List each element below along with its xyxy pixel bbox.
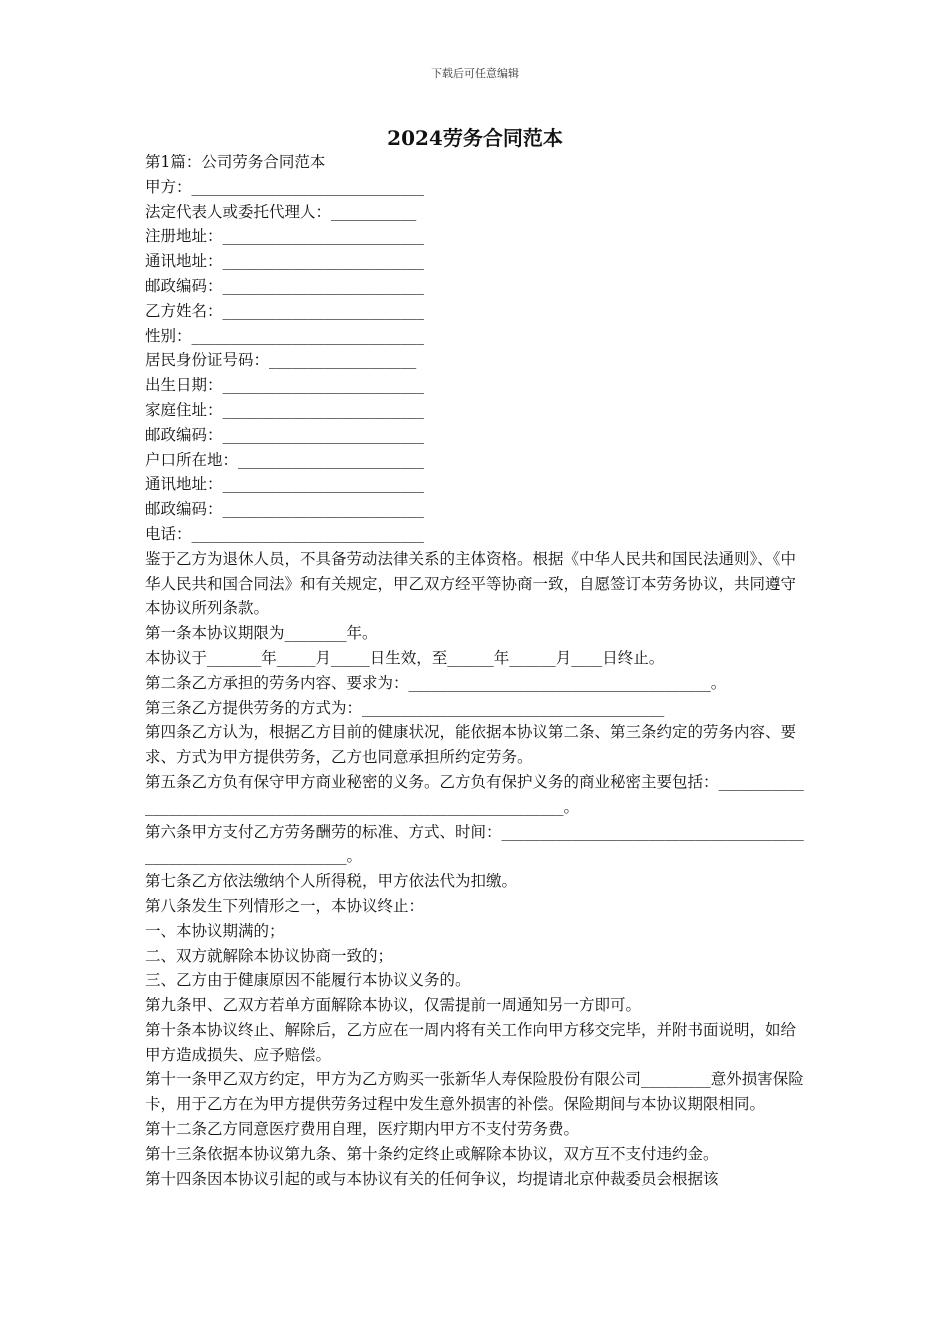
section-heading: 第1篇：公司劳务合同范本 — [145, 153, 326, 171]
clause-9: 第九条甲、乙双方若单方面解除本协议，仅需提前一周通知另一方即可。 — [145, 996, 642, 1015]
field-household-registration: 户口所在地：________________________ — [145, 450, 425, 469]
field-id-number: 居民身份证号码：___________________ — [145, 351, 417, 370]
clause-11: 第十一条甲乙双方约定，甲方为乙方购买一张新华人寿保险股份有限公司_________意外损害保险卡，用于乙方在为甲方提供劳务过程中发生意外损害的补偿。保险期间与本协议期限相同。 — [145, 1070, 804, 1114]
clause-2: 第二条乙方承担的劳务内容、要求为：_______________________________________。 — [145, 673, 727, 692]
field-home-address: 家庭住址：__________________________ — [145, 400, 425, 419]
clause-3: 第三条乙方提供劳务的方式为：_______________________________________ — [145, 698, 665, 717]
clause-1-term: 第一条本协议期限为________年。 — [145, 624, 378, 643]
clause-12: 第十二条乙方同意医疗费用自理，医疗期内甲方不支付劳务费。 — [145, 1120, 580, 1139]
clause-6: 第六条甲方支付乙方劳务酬劳的标准、方式、时间：_________________________________________________________________。 — [145, 822, 804, 866]
clause-7: 第七条乙方依法缴纳个人所得税，甲方依法代为扣缴。 — [145, 872, 518, 891]
clause-1-dates: 本协议于_______年_____月_____日生效，至______年______月____日终止。 — [145, 648, 665, 667]
field-mailing-address-b: 通讯地址：__________________________ — [145, 475, 425, 494]
field-postal-code-home: 邮政编码：__________________________ — [145, 425, 425, 444]
field-mailing-address-a: 通讯地址：__________________________ — [145, 252, 425, 271]
field-party-a: 甲方：______________________________ — [145, 177, 425, 196]
field-postal-code-a: 邮政编码：__________________________ — [145, 276, 425, 295]
field-registered-address: 注册地址：__________________________ — [145, 227, 425, 246]
clause-4: 第四条乙方认为，根据乙方目前的健康状况，能依据本协议第二条、第三条约定的劳务内容、要求、方式为甲方提供劳务，乙方也同意承担所约定劳务。 — [145, 723, 797, 767]
page-header-note: 下载后可任意编辑 — [431, 67, 519, 80]
field-birth-date: 出生日期：__________________________ — [145, 376, 425, 395]
clause-14: 第十四条因本协议引起的或与本协议有关的任何争议，均提请北京仲裁委员会根据该 — [145, 1169, 719, 1188]
document-title: 2024劳务合同范本 — [387, 126, 563, 150]
field-phone: 电话：______________________________ — [145, 524, 425, 543]
field-party-b-name: 乙方姓名：__________________________ — [145, 301, 425, 320]
party-fields — [145, 175, 810, 547]
clause-8-item-3: 三、乙方由于健康原因不能履行本协议义务的。 — [145, 971, 471, 990]
contract-clauses — [145, 547, 810, 1192]
field-legal-representative: 法定代表人或委托代理人：___________ — [145, 202, 417, 221]
field-gender: 性别：______________________________ — [145, 326, 425, 345]
clause-8-item-1: 一、本协议期满的； — [145, 921, 285, 940]
clause-10: 第十条本协议终止、解除后，乙方应在一周内将有关工作向甲方移交完毕，并附书面说明，如给甲方造成损失、应予赔偿。 — [145, 1020, 797, 1064]
clause-8: 第八条发生下列情形之一，本协议终止： — [145, 896, 425, 915]
clause-5: 第五条乙方负有保守甲方商业秘密的义务。乙方负有保护义务的商业秘密主要包括：_________________________________________________________________。 — [145, 772, 804, 816]
clause-13: 第十三条依据本协议第九条、第十条约定终止或解除本协议，双方互不支付违约金。 — [145, 1144, 719, 1163]
preamble-paragraph: 鉴于乙方为退休人员，不具备劳动法律关系的主体资格。根据《中华人民共和国民法通则》、《中华人民共和国合同法》和有关规定，甲乙双方经平等协商一致，自愿签订本劳务协议，共同遵守本协议所列条款。 — [145, 549, 797, 618]
document-body — [145, 150, 810, 1191]
field-postal-code-b: 邮政编码：__________________________ — [145, 500, 425, 519]
clause-8-item-2: 二、双方就解除本协议协商一致的； — [145, 946, 394, 965]
